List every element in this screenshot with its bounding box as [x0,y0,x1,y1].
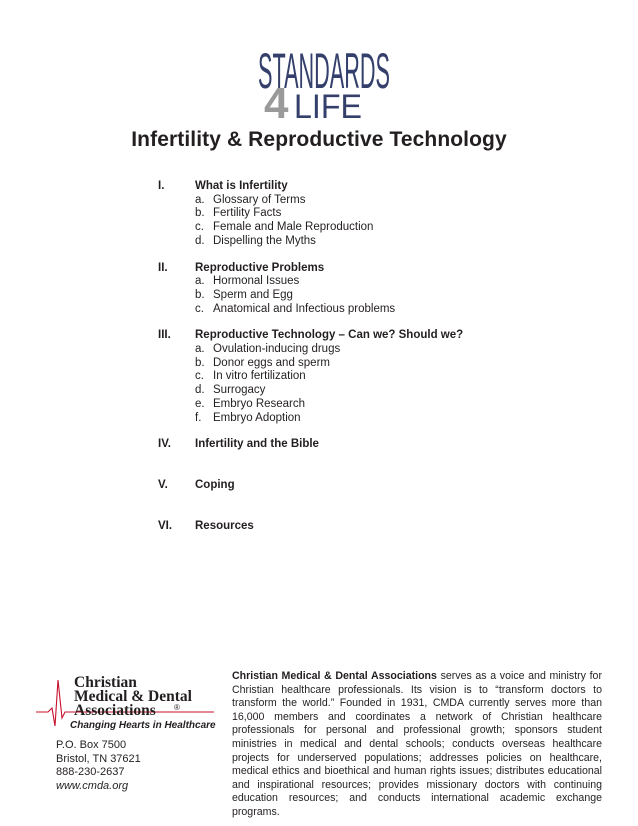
subitem [195,357,578,371]
subitem-letter: a. [195,343,205,356]
subitem-letter: d. [195,384,205,397]
subitem [195,289,578,303]
subitem-letter: f. [195,411,202,424]
cmda-logo-line1: Christian [74,674,137,691]
cmda-tagline: Changing Hearts in Healthcare [70,720,216,731]
subitem-letter: a. [195,193,205,206]
page-title: Infertility & Reproductive Technology [131,128,507,151]
subitem-list [195,194,578,249]
address-line: Bristol, TN 37621 [56,752,141,765]
subitem-letter: c. [195,221,204,234]
website-link[interactable]: www.cmda.org [56,779,129,792]
section-number: II. [158,261,168,274]
cmda-logo-line2: Medical & Dental [74,688,192,705]
section-number: V. [158,478,168,491]
subitem [195,235,578,249]
subitem-letter: e. [195,397,205,410]
section-title: Resources [195,519,254,532]
subitem-letter: c. [195,302,204,315]
address-block [56,739,141,793]
outline-section [158,520,578,534]
subitem [195,194,578,208]
subitem-text: Glossary of Terms [213,193,306,206]
subitem [195,398,578,412]
registered-mark: ® [174,703,180,712]
subitem [195,343,578,357]
subitem [195,370,578,384]
section-number: III. [158,329,171,342]
subitem [195,221,578,235]
subitem-text: Ovulation-inducing drugs [213,343,341,356]
outline-section [158,262,578,317]
section-number: IV. [158,438,172,451]
section-title: Coping [195,478,235,491]
cmda-logo [34,674,224,734]
subitem [195,275,578,289]
subitem-letter: b. [195,207,205,220]
subitem-text: Embryo Research [213,397,306,410]
subitem-letter: a. [195,275,205,288]
subitem-letter: b. [195,356,205,369]
subitem-text: In vitro fertilization [213,370,306,383]
subitem-text: Anatomical and Infectious problems [213,302,396,315]
subitem-text: Sperm and Egg [213,288,293,301]
address-line: P.O. Box 7500 [56,739,127,751]
subitem [195,303,578,317]
subitem-text: Dispelling the Myths [213,234,316,247]
subitem-text: Embryo Adoption [213,411,301,424]
logo-life-text: LIFE [294,88,362,120]
outline-section [158,438,578,452]
section-title: Reproductive Problems [195,261,325,274]
subitem-letter: c. [195,370,204,383]
subitem-text: Surrogacy [213,384,266,397]
subitem-letter: b. [195,288,205,301]
standards-4-life-logo [258,36,390,120]
subitem [195,384,578,398]
subitem-text: Fertility Facts [213,207,282,220]
phone-number: 888-230-2637 [56,766,125,779]
cmda-logo-line3: Associations [74,702,156,719]
section-number: I. [158,180,165,192]
logo-standards-text: STANDARDS [258,43,390,99]
cmda-description-text: serves as a voice and ministry for Christian healthcare professionals. Its vision is to “transform doctors to transform the world.” Founded in 1931, CMDA currently serves more than 16,000 members and coordinates a network of Christian healthcare professionals for personal and professional growth; sponsors student ministries in medical and dental schools; conducts overseas healthcare projects for underserved populations; addresses policies on healthcare, medical ethics and bioethical and human rights issues; distributes educational and inspirational resources; provides missionary doctors with continuing education resources; and conducts international academic exchange programs. [232,670,602,818]
subitem-letter: d. [195,234,205,247]
outline-section [158,329,578,425]
subitem-text: Donor eggs and sperm [213,356,330,369]
logo-four-text: 4 [264,79,289,120]
subitem [195,207,578,221]
outline [158,180,578,533]
outline-section [158,180,578,249]
subitem-text: Female and Male Reproduction [213,221,374,234]
section-number: VI. [158,519,173,532]
subitem-list [195,343,578,425]
subitem [195,412,578,426]
subitem-text: Hormonal Issues [213,275,300,288]
section-title: What is Infertility [195,180,288,192]
section-title: Reproductive Technology – Can we? Should we? [195,329,464,342]
cmda-description [232,670,602,820]
subitem-list [195,275,578,316]
section-title: Infertility and the Bible [195,438,319,451]
cmda-name: Christian Medical & Dental Associations [232,670,437,682]
outline-section [158,479,578,493]
